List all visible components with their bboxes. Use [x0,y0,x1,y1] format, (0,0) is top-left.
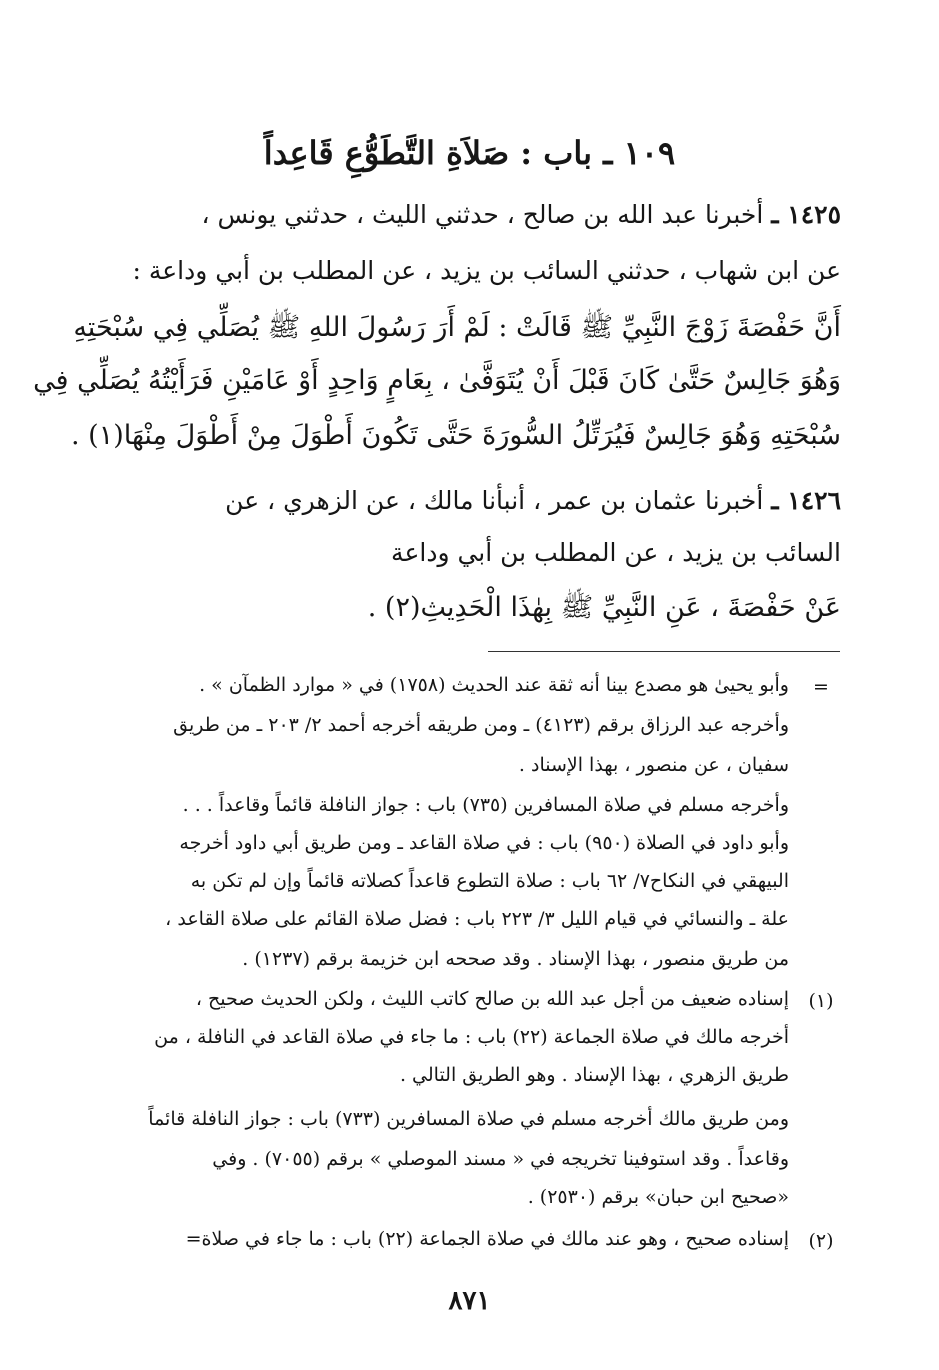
footnote-1-line: «صحيح ابن حبان» برقم (٢٥٣٠) . [527,1186,789,1208]
hadith-1425-isnad-line-2: عن ابن شهاب ، حدثني السائب بن يزيد ، عن المطلب بن أبي وداعة : [132,256,841,285]
footnote-line: وأبو يحيىٰ هو مصدع بينا أنه ثقة عند الحديث (١٧٥٨) في « موارد الظمآن » . [199,674,789,696]
footnote-separator [488,651,840,652]
footnote-line: وأبو داود في الصلاة (٩٥٠) باب : في صلاة القاعد ـ ومن طريق أبي داود أخرجه [179,832,789,854]
isnad-text: أخبرنا عثمان بن عمر ، أنبأنا مالك ، عن الزهري ، عن [225,486,764,515]
footnote-line: البيهقي في النكاح٧/ ٦٢ باب : صلاة التطوع قاعداً كصلاته قائماً وإن لم تكن به [190,870,789,892]
hadith-number: ١٤٢٥ ـ [771,200,841,229]
hadith-1425-matn-line-1: أَنَّ حَفْصَةَ زَوْجَ النَّبِيِّ ﷺ قَالَتْ : لَمْ أَرَ رَسُولَ اللهِ ﷺ يُصَلِّي فِي سُبْحَتِهِ [73,312,841,343]
footnote-1-line: وقاعداً . وقد استوفينا تخريجه في « مسند الموصلي » برقم (٧٠٥٥) . وفي [212,1148,789,1170]
hadith-1426-isnad-line-2: السائب بن يزيد ، عن المطلب بن أبي وداعة [391,538,841,567]
hadith-1425-matn-line-2: وَهُوَ جَالِسٌ حَتَّىٰ كَانَ قَبْلَ أَنْ يُتَوَفَّىٰ ، بِعَامٍ وَاحِدٍ أَوْ عَامَيْنِ فَرَأَيْتُهُ يُصَلِّي فِي [33,365,841,396]
footnote-line: وأخرجه عبد الرزاق برقم (٤١٢٣) ـ ومن طريقه أخرجه أحمد ٢/ ٢٠٣ ـ من طريق [173,714,789,736]
hadith-1426-isnad-line-1 [70,486,841,515]
hadith-1426-matn-line-1: عَنْ حَفْصَةَ ، عَنِ النَّبِيِّ ﷺ بِهٰذَا الْحَدِيثِ(٢) . [367,592,841,623]
footnote-line: من طريق منصور ، بهذا الإسناد . وقد صححه ابن خزيمة برقم (١٢٣٧) . [242,948,789,970]
footnote-line: وأخرجه مسلم في صلاة المسافرين (٧٣٥) باب : جواز النافلة قائماً وقاعداً . . . [182,794,789,816]
chapter-title: ١٠٩ ـ باب : صَلاَةِ التَّطَوُّعِ قَاعِداً [263,134,676,172]
footnote-1-line: طريق الزهري ، بهذا الإسناد . وهو الطريق التالي . [399,1064,789,1086]
footnote-1-line: إسناده ضعيف من أجل عبد الله بن صالح كاتب الليث ، ولكن الحديث صحيح ، [195,988,789,1010]
page-number: ٨٧١ [448,1286,491,1316]
footnote-continuation-mark: = [813,676,829,698]
isnad-text: أخبرنا عبد الله بن صالح ، حدثني الليث ، حدثني يونس ، [201,200,764,229]
footnote-1-line: أخرجه مالك في صلاة الجماعة (٢٢) باب : ما جاء في صلاة القاعد في النافلة ، من [154,1026,789,1048]
hadith-1425-matn-line-3: سُبْحَتِهِ وَهُوَ جَالِسٌ فَيُرَتِّلُ السُّورَةَ حَتَّى تَكُونَ أَطْوَلَ مِنْ أَطْوَلَ مِنْهَا(١) . [70,420,841,451]
footnote-1-line: ومن طريق مالك أخرجه مسلم في صلاة المسافرين (٧٣٣) باب : جواز النافلة قائماً [148,1108,789,1130]
footnote-2-line: إسناده صحيح ، وهو عند مالك في صلاة الجماعة (٢٢) باب : ما جاء في صلاة= [185,1228,789,1250]
footnote-line: علة ـ والنسائي في قيام الليل ٣/ ٢٢٣ باب : فضل صلاة القائم على صلاة القاعد ، [165,908,789,930]
footnote-2-mark: (٢) [808,1230,834,1252]
hadith-1425-isnad-line-1 [70,200,841,229]
hadith-number: ١٤٢٦ ـ [771,486,841,515]
footnote-1-mark: (١) [808,990,834,1012]
footnote-line: سفيان ، عن منصور ، بهذا الإسناد . [518,754,789,776]
